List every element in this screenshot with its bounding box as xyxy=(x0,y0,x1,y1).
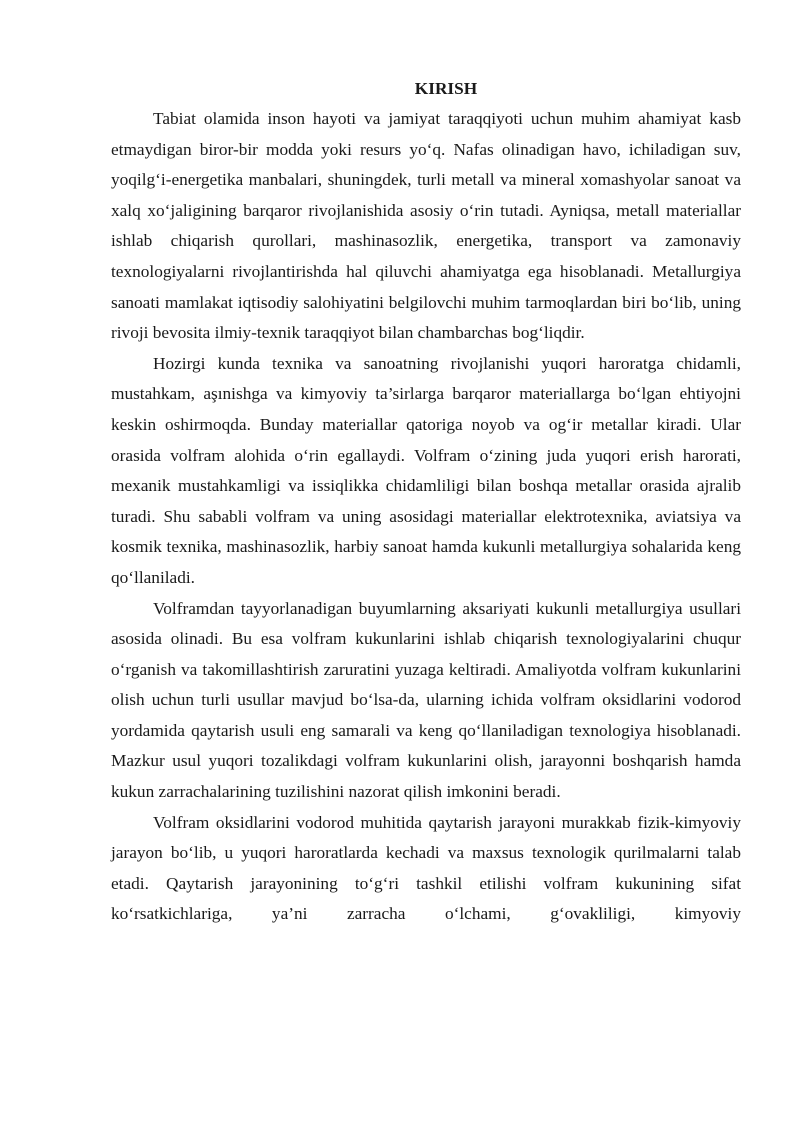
paragraph-3: Volframdan tayyorlanadigan buyumlarning aksariyati kukunli metallurgiya usullari asosida olinadi. Bu esa volfram kukunlarini ishlab chiqarish texnologiyalarini chuqur oʻrganish va takomillashtirish zaruratini yuzaga keltiradi. Amaliyotda volfram kukunlarini olish uchun turli usullar mavjud boʻlsa-da, ularning ichida volfram oksidlarini vodorod yordamida qaytarish usuli eng samarali va keng qoʻllaniladigan texnologiya hisoblanadi. Mazkur usul yuqori tozalikdagi volfram kukunlarini olish, jarayonni boshqarish hamda kukun zarrachalarining tuzilishini nazorat qilish imkonini beradi. xyxy=(111,598,741,802)
document-page xyxy=(111,74,741,930)
paragraph-2: Hozirgi kunda texnika va sanoatning rivojlanishi yuqori haroratga chidamli, mustahkam, aşınishga va kimyoviy ta’sirlarga barqaror materiallarga boʻlgan ehtiyojni keskin oshirmoqda. Bunday materiallar qatoriga noyob va ogʻir metallar kiradi. Ular orasida volfram alohida oʻrin egallaydi. Volfram oʻzining juda yuqori erish harorati, mexanik mustahkamligi va issiqlikka chidamliligi bilan boshqa metallar orasida ajralib turadi. Shu sababli volfram va uning asosidagi materiallar elektrotexnika, aviatsiya va kosmik texnika, mashinasozlik, harbiy sanoat hamda kukunli metallurgiya sohalarida keng qoʻllaniladi. xyxy=(111,353,741,587)
page-title: KIRISH xyxy=(414,79,478,98)
paragraph-4: Volfram oksidlarini vodorod muhitida qaytarish jarayoni murakkab fizik-kimyoviy jarayon boʻlib, u yuqori haroratlarda kechadi va maxsus texnologik qurilmalarni talab etadi. Qaytarish jarayonining toʻgʻri tashkil etilishi volfram kukunining sifat koʻrsatkichlariga, ya’ni zarracha oʻlchami, gʻovakliligi, kimyoviy xyxy=(111,812,741,924)
paragraph-1: Tabiat olamida inson hayoti va jamiyat taraqqiyoti uchun muhim ahamiyat kasb etmaydigan biror-bir modda yoki resurs yoʻq. Nafas olinadigan havo, ichiladigan suv, yoqilgʻi-energetika manbalari, shuningdek, turli metall va mineral xomashyolar sanoat va xalq xoʻjaligining barqaror rivojlanishida asosiy oʻrin tutadi. Ayniqsa, metall materiallar ishlab chiqarish qurollari, mashinasozlik, energetika, transport va zamonaviy texnologiyalarni rivojlantirishda hal qiluvchi ahamiyatga ega hisoblanadi. Metallurgiya sanoati mamlakat iqtisodiy salohiyatini belgilovchi muhim tarmoqlardan biri boʻlib, uning rivoji bevosita ilmiy-texnik taraqqiyot bilan chambarchas bogʻliqdir. xyxy=(111,109,741,343)
